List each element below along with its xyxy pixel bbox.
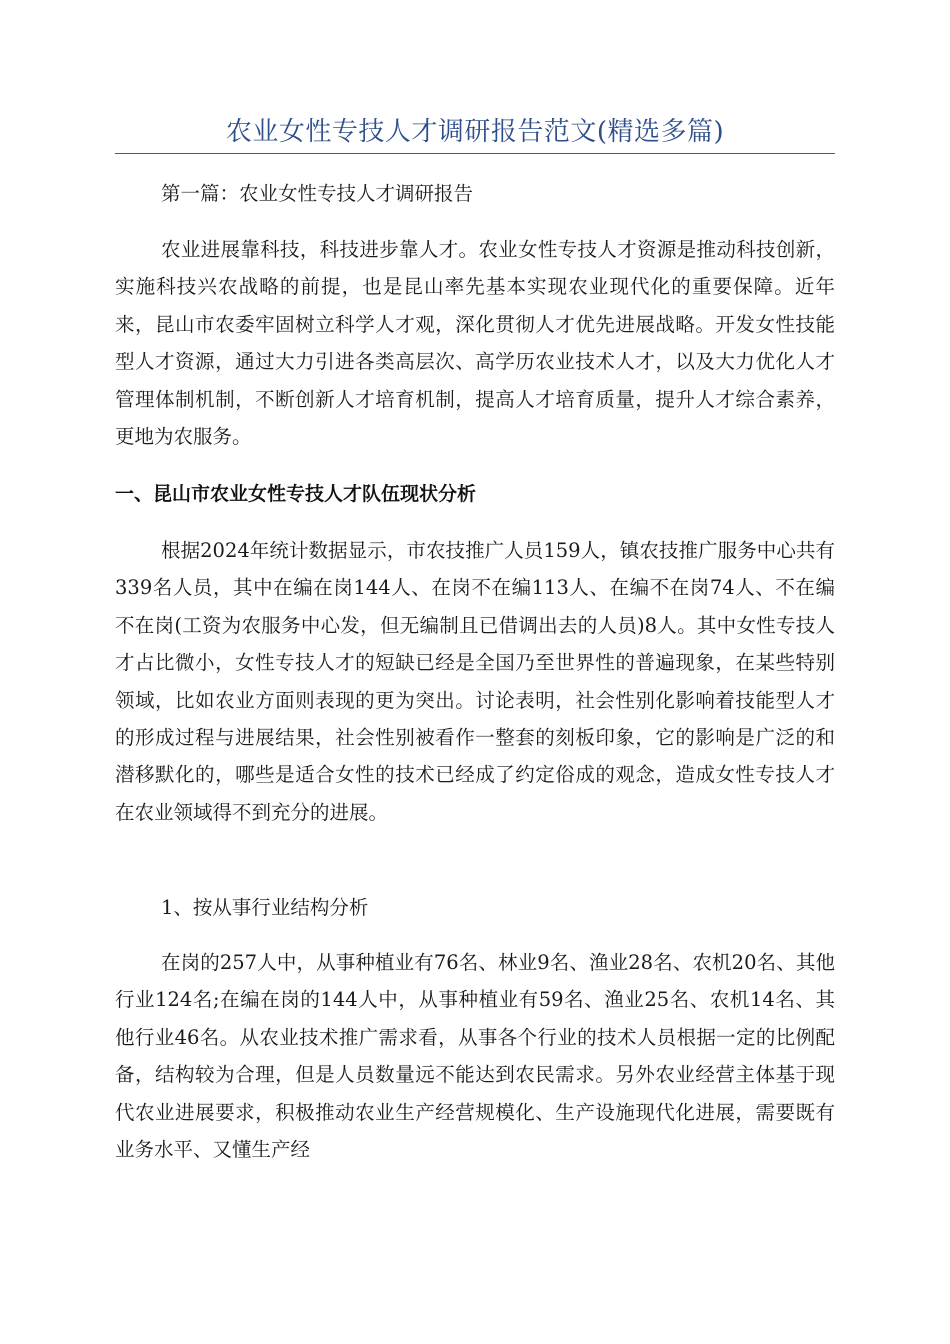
subsection-1-paragraph: 在岗的257人中，从事种植业有76名、林业9名、渔业28名、农机20名、其他行业124名;在编在岗的144人中，从事种植业有59名、渔业25名、农机14名、其他行业46名。从农业技术推广需求看，从事各个行业的技术人员根据一定的比例配备，结构较为合理，但是人员数量远不能达到农民需求。另外农业经营主体基于现代农业进展要求，积极推动农业生产经营规模化、生产设施现代化进展，需要既有业务水平、又懂生产经 — [115, 951, 835, 1162]
subsection-1-heading: 1、按从事行业结构分析 — [161, 896, 369, 919]
section-1-heading: 一、昆山市农业女性专技人才队伍现状分析 — [115, 483, 477, 505]
document-title: 农业女性专技人才调研报告范文(精选多篇) — [225, 117, 725, 147]
section-1-paragraph: 根据2024年统计数据显示，市农技推广人员159人，镇农技推广服务中心共有339名人员，其中在编在岗144人、在岗不在编113人、在编不在岗74人、不在编不在岗(工资为农服务中心发，但无编制且已借调出去的人员)8人。其中女性专技人才占比微小，女性专技人才的短缺已经是全国乃至世界性的普遍现象，在某些特别领域，比如农业方面则表现的更为突出。讨论表明，社会性别化影响着技能型人才的形成过程与进展结果，社会性别被看作一整套的刻板印象，它的影响是广泛的和潜移默化的，哪些是适合女性的技术已经成了约定俗成的观念，造成女性专技人才在农业领域得不到充分的进展。 — [115, 539, 835, 824]
title-underline — [115, 153, 835, 154]
subtitle: 第一篇：农业女性专技人才调研报告 — [161, 182, 474, 205]
intro-paragraph: 农业进展靠科技，科技进步靠人才。农业女性专技人才资源是推动科技创新，实施科技兴农战略的前提，也是昆山率先基本实现农业现代化的重要保障。近年来，昆山市农委牢固树立科学人才观，深化贯彻人才优先进展战略。开发女性技能型人才资源，通过大力引进各类高层次、高学历农业技术人才，以及大力优化人才管理体制机制，不断创新人才培育机制，提高人才培育质量，提升人才综合素养，更地为农服务。 — [115, 238, 835, 449]
